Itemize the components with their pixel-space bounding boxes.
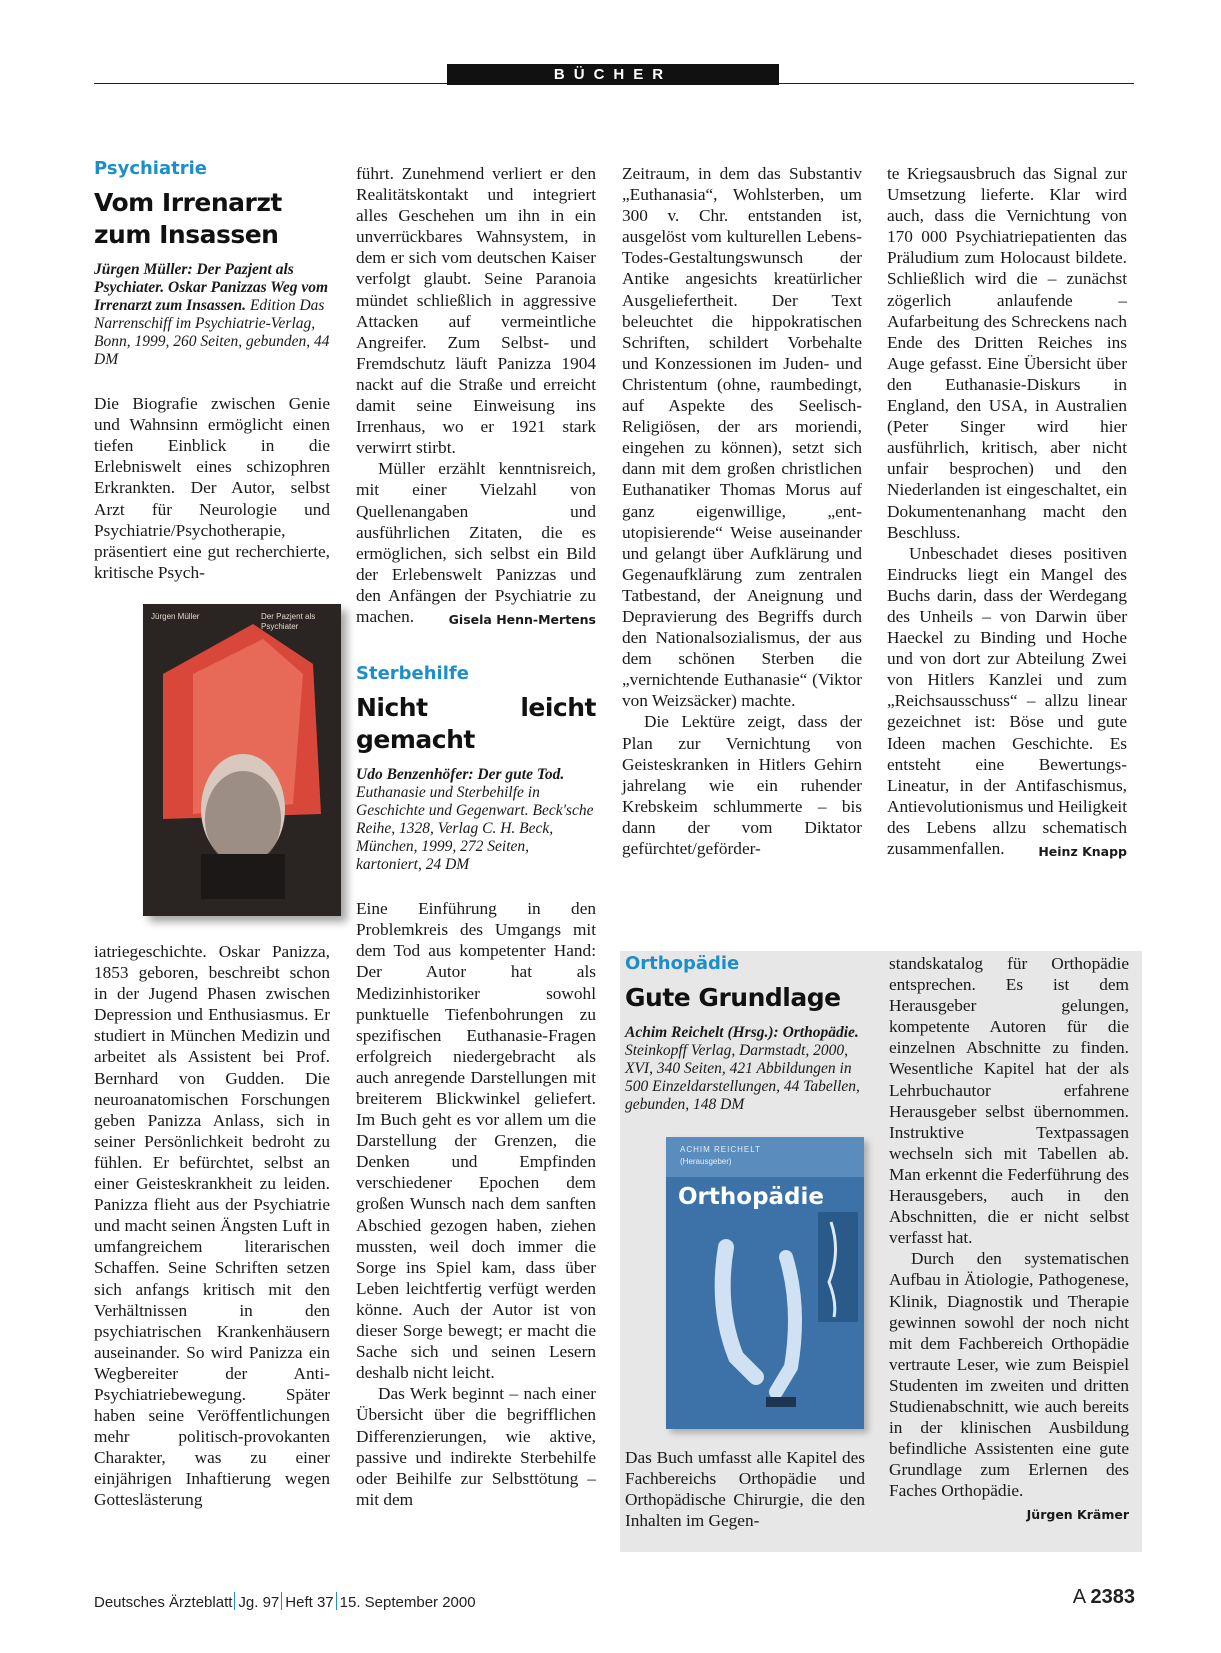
footer-separator: [234, 1592, 235, 1610]
article3-title: Gute Grundlage: [625, 983, 841, 1013]
book-cover-orthopaedie: [666, 1137, 864, 1429]
footer-issue: Heft 37: [285, 1594, 334, 1611]
article3-paragraph-1: Das Buch umfasst alle Kapitel des Fachbereichs Orthopädie und Orthopädische Chirurgie, die den Inhalten im Gegen-: [625, 1448, 865, 1531]
article1-biblio-author-title: Jürgen Müller: Der Pazjent als Psychiater. Oskar Panizzas Weg vom Irrenarzt zum Insassen.: [94, 261, 329, 315]
article1-paragraph-cont: iatriegeschichte. Oskar Panizza, 1853 geboren, beschreibt schon in der Jugend Phasen zwischen Depression und Enthusiasmus. Er studiert in München Medizin und arbeitet als Assistent bei Prof. Bernhard von Gudden. Die neuroanatomischen Forschungen geben Panizza Anlass, sich in seiner Persönlichkeit bedroht zu fühlen. Er befürchtet, selbst an einer Geisteskrankheit zu leiden. Panizza flieht aus der Psychiatrie und macht seinen Ängsten Luft in umfangreichem literarischen Schaffen. Seine Schriften setzen sich anfangs kritisch mit den Verhältnissen in den psychiatrischen Krankenhäusern auseinander. So wird Panizza ein Wegbereiter der Anti-Psychiatriebewegung. Später haben seine Veröffentlichungen mehr politisch-provokanten Charakter, was zu einer einjährigen Inhaftierung wegen Gotteslästerung: [94, 942, 330, 1510]
article2-p4-text: Unbeschadet dieses positiven Eindrucks liegt ein Mangel des Buchs darin, dass der Werdegang des Unheils – von Darwin über Haeckel zu Binding und Hoche und von dort zur Abteilung Zwei von Hitlers Kanzlei und zum „Reichsausschuss“ – allzu linear gezeichnet ist: Böse und gute Ideen machen Geschichte. Es entsteht eine Bewertungs-Lineatur, in der Antifaschismus, Antievolutionismus und Heiligkeit des Lebens allzu schematisch zusammenfallen.: [887, 543, 1128, 858]
column-1-continued: [94, 941, 330, 1511]
article3-kicker: Orthopädie: [625, 953, 740, 974]
article3-column-left: [625, 953, 865, 1114]
article1-bibliography: [94, 261, 330, 369]
article1-title-line2: zum Insassen: [94, 220, 279, 250]
footer-volume: Jg. 97: [238, 1594, 280, 1611]
article2-bibliography: [356, 766, 596, 874]
footer-separator: [281, 1592, 282, 1610]
footer-separator: [336, 1592, 337, 1610]
article2-paragraph-3: Die Lektüre zeigt, dass der Plan zur Vernichtung von Geisteskranken in Hitlers Gehirn jahrelang wie ein ruhender Krebskeim schlummerte – bis dann der vom Diktator gefürchtet/geförder-: [622, 712, 862, 858]
article1-paragraph-col2: führt. Zunehmend verliert er den Realitätskontakt und integriert alles Geschehen um ihn in ein unverrückbares Wahnsystem, in dem er sich vom deutschen Kaiser verfolgt glaubt. Seine Paranoia mündet schließlich in aggressive Attacken auf vermeintliche Angreifer. Zum Selbst- und Fremdschutz läuft Panizza 1904 nackt auf die Straße und erreicht damit seine Einweisung ins Irrenhaus, wo er 1921 stark verwirrt stirbt.: [356, 164, 596, 458]
article3-paragraph-2: [889, 1248, 1129, 1523]
cover2-role: (Herausgeber): [680, 1157, 732, 1166]
section-header: BÜCHER: [447, 64, 779, 85]
page-number: [1073, 1586, 1135, 1609]
article1-kicker: Psychiatrie: [94, 158, 207, 179]
article3-paragraph-1-cont: standskatalog für Orthopädie entsprechen. Es ist dem Herausgeber gelungen, kompetente Autoren für die einzelnen Abschnitte zu finden. Wesentliche Kapitel hat der als Lehrbuchautor erfahrene Herausgeber selbst übernommen. Instruktive Textpassagen wechseln sich mit Tabellen ab. Man erkennt die Federführung des Herausgebers, auch in den Abschnitten, die er nicht selbst verfasst hat.: [889, 954, 1129, 1248]
cover2-editor: ACHIM REICHELT: [680, 1145, 761, 1154]
column-4: [887, 163, 1127, 862]
article1-paragraph: Die Biografie zwischen Genie und Wahnsinn ermöglicht einen tiefen Einblick in die Erlebniswelt eines schizophren Erkrankten. Der Autor, selbst Arzt für Neurologie und Psychiatrie/Psychotherapie, präsentiert eine gut recherchierte, kritische Psych-: [94, 394, 330, 582]
column-1: [94, 158, 330, 583]
article3-biblio-author-title: Achim Reichelt (Hrsg.): Orthopädie.: [625, 1024, 859, 1042]
cover-title: Der Pazjent als Psychiater: [261, 612, 316, 631]
cover-illustration: [143, 604, 341, 916]
article2-title: Nicht leicht gemacht: [356, 693, 596, 755]
article2-biblio-details: Euthanasie und Sterbehilfe in Geschichte und Gegenwart. Beck'sche Reihe, 1328, Verlag C. H. Beck, München, 1999, 272 Seiten, kartoniert, 24 DM: [356, 784, 594, 874]
article1-p2-text: Müller erzählt kenntnisreich, mit einer Vielzahl von Quellenangaben und ausführlichen Zitaten, die es ermöglichen, sich selbst ein Bild der Erlebenswelt Panizzas und den Anfängen der Psychiatrie zu machen.: [356, 459, 596, 626]
article2-paragraph-2: Das Werk beginnt – nach einer Übersicht über die begrifflichen Differenzierungen, wie aktive, passive und indirekte Sterbehilfe oder Beihilfe zur Selbsttötung – mit dem: [356, 1384, 596, 1509]
article2-paragraph-1: Eine Einführung in den Problemkreis des Umgangs mit dem Tod aus kompetenter Hand: Der Autor hat als Medizinhistoriker sowohl punktuelle Tiefenbohrungen zu spezifischen Euthanasie-Fragen erfolgreich niedergebracht als auch anregende Darstellungen mit breiterem Blickwinkel geliefert. Im Buch geht es vor allem um die Darstellung der Grenzen, die Denken und Empfinden verschiedener Epochen dem großen Wunsch nach dem sanften Abschied gezogen haben, ziehen mussten, weil doch immer die Sorge ins Spiel kam, dass über Leben leichtfertig verfügt werden könne. Auch der Autor ist von dieser Sorge bewegt; er macht die Sache sich und seinen Lesern deshalb nicht leicht.: [356, 899, 596, 1383]
article3-biblio-details: Steinkopff Verlag, Darmstadt, 2000, XVI, 340 Seiten, 421 Abbildungen in 500 Einzeldarstellungen, 44 Tabellen, gebunden, 148 DM: [625, 1042, 860, 1114]
cover-author: Jürgen Müller: [151, 612, 200, 621]
article1-biblio-details: Edition Das Narrenschiff im Psychiatrie-Verlag, Bonn, 1999, 260 Seiten, gebunden, 44 DM: [94, 297, 330, 369]
footer-date: 15. September 2000: [339, 1594, 476, 1611]
page-prefix: A: [1072, 1586, 1085, 1608]
column-3: [622, 163, 862, 859]
article3-column-left-body: [625, 1447, 865, 1531]
article3-p2-text: Durch den systematischen Aufbau in Ätiologie, Pathogenese, Klinik, Diagnostik und Therapie gewinnen sowohl der noch nicht mit dem Fachbereich Orthopädie vertraute Leser, wie zum Beispiel Studenten im zweiten und dritten Studienabschnitt, wie auch bereits in der klinischen Ausbildung befindliche Assistenten eine gute Grundlage zum Erlernen des Faches Orthopädie.: [889, 1249, 1129, 1501]
footer: [94, 1592, 476, 1611]
article1-paragraph-2: [356, 458, 596, 627]
page-number-value: 2383: [1090, 1586, 1135, 1608]
article3-column-right: [889, 953, 1129, 1526]
book-cover-mueller: [143, 604, 341, 916]
article2-paragraph-4: [887, 543, 1127, 859]
cover-illustration-xray: [666, 1137, 864, 1429]
article2-signature: Heinz Knapp: [1038, 844, 1127, 859]
footer-journal: Deutsches Ärzteblatt: [94, 1594, 233, 1611]
cover2-title: Orthopädie: [678, 1184, 824, 1210]
article1-title: [94, 187, 330, 251]
article1-signature: Gisela Henn-Mertens: [448, 611, 596, 627]
article2-biblio-author-title: Udo Benzenhöfer: Der gute Tod.: [356, 766, 565, 784]
column-2: [356, 163, 596, 1510]
article3-signature: Jürgen Krämer: [1026, 1507, 1129, 1523]
article3-bibliography: [625, 1024, 865, 1114]
article2-paragraph-3-cont: te Kriegsausbruch das Signal zur Umsetzung lieferte. Klar wird auch, dass die Vernichtung von 170 000 Psychiatriepatienten das Präludium zum Holocaust bildete. Schließlich wird die – zunächst zögerlich anlaufende – Aufarbeitung des Schreckens nach Ende des Dritten Reiches ins Auge gefasst. Eine Übersicht über den Euthanasie-Diskurs in England, den USA, in Australien (Peter Singer wird hier ausführlich, kritisch, aber nicht unfair besprochen) und den Niederlanden ist eingeschaltet, ein Dokumentenanhang macht den Beschluss.: [887, 164, 1127, 542]
article1-title-line1: Vom Irrenarzt: [94, 188, 282, 218]
article2-paragraph-2-cont: Zeitraum, in dem das Substantiv „Euthanasia“, Wohlsterben, um 300 v. Chr. entstanden ist, ausgelöst vom kulturellen Lebens-Todes-Gestaltungswunsch der Antike angesichts kreatürlicher Ausgeliefertheit. Der Text beleuchtet die hippokratischen Schriften, schildert Vorbehalte und Konzessionen im Juden- und Christentum (ohne, raumbedingt, auf Aspekte des Seelisch-Religiösen, der ars moriendi, eingehen zu können), setzt sich dann mit dem großen christlichen Euthanatiker Thomas Morus auf ganz eigenwillige, „ent-utopisierende“ Weise auseinander und gelangt über Aufklärung und Gegenaufklärung zum zentralen Tatbestand, der Aneignung und Depravierung des Begriffs durch den Nationalsozialismus, der aus dem schönen Sterben die „vernichtende Euthanasie“ (Viktor von Weizsäcker) machte.: [622, 164, 862, 711]
article2-kicker: Sterbehilfe: [356, 663, 469, 685]
